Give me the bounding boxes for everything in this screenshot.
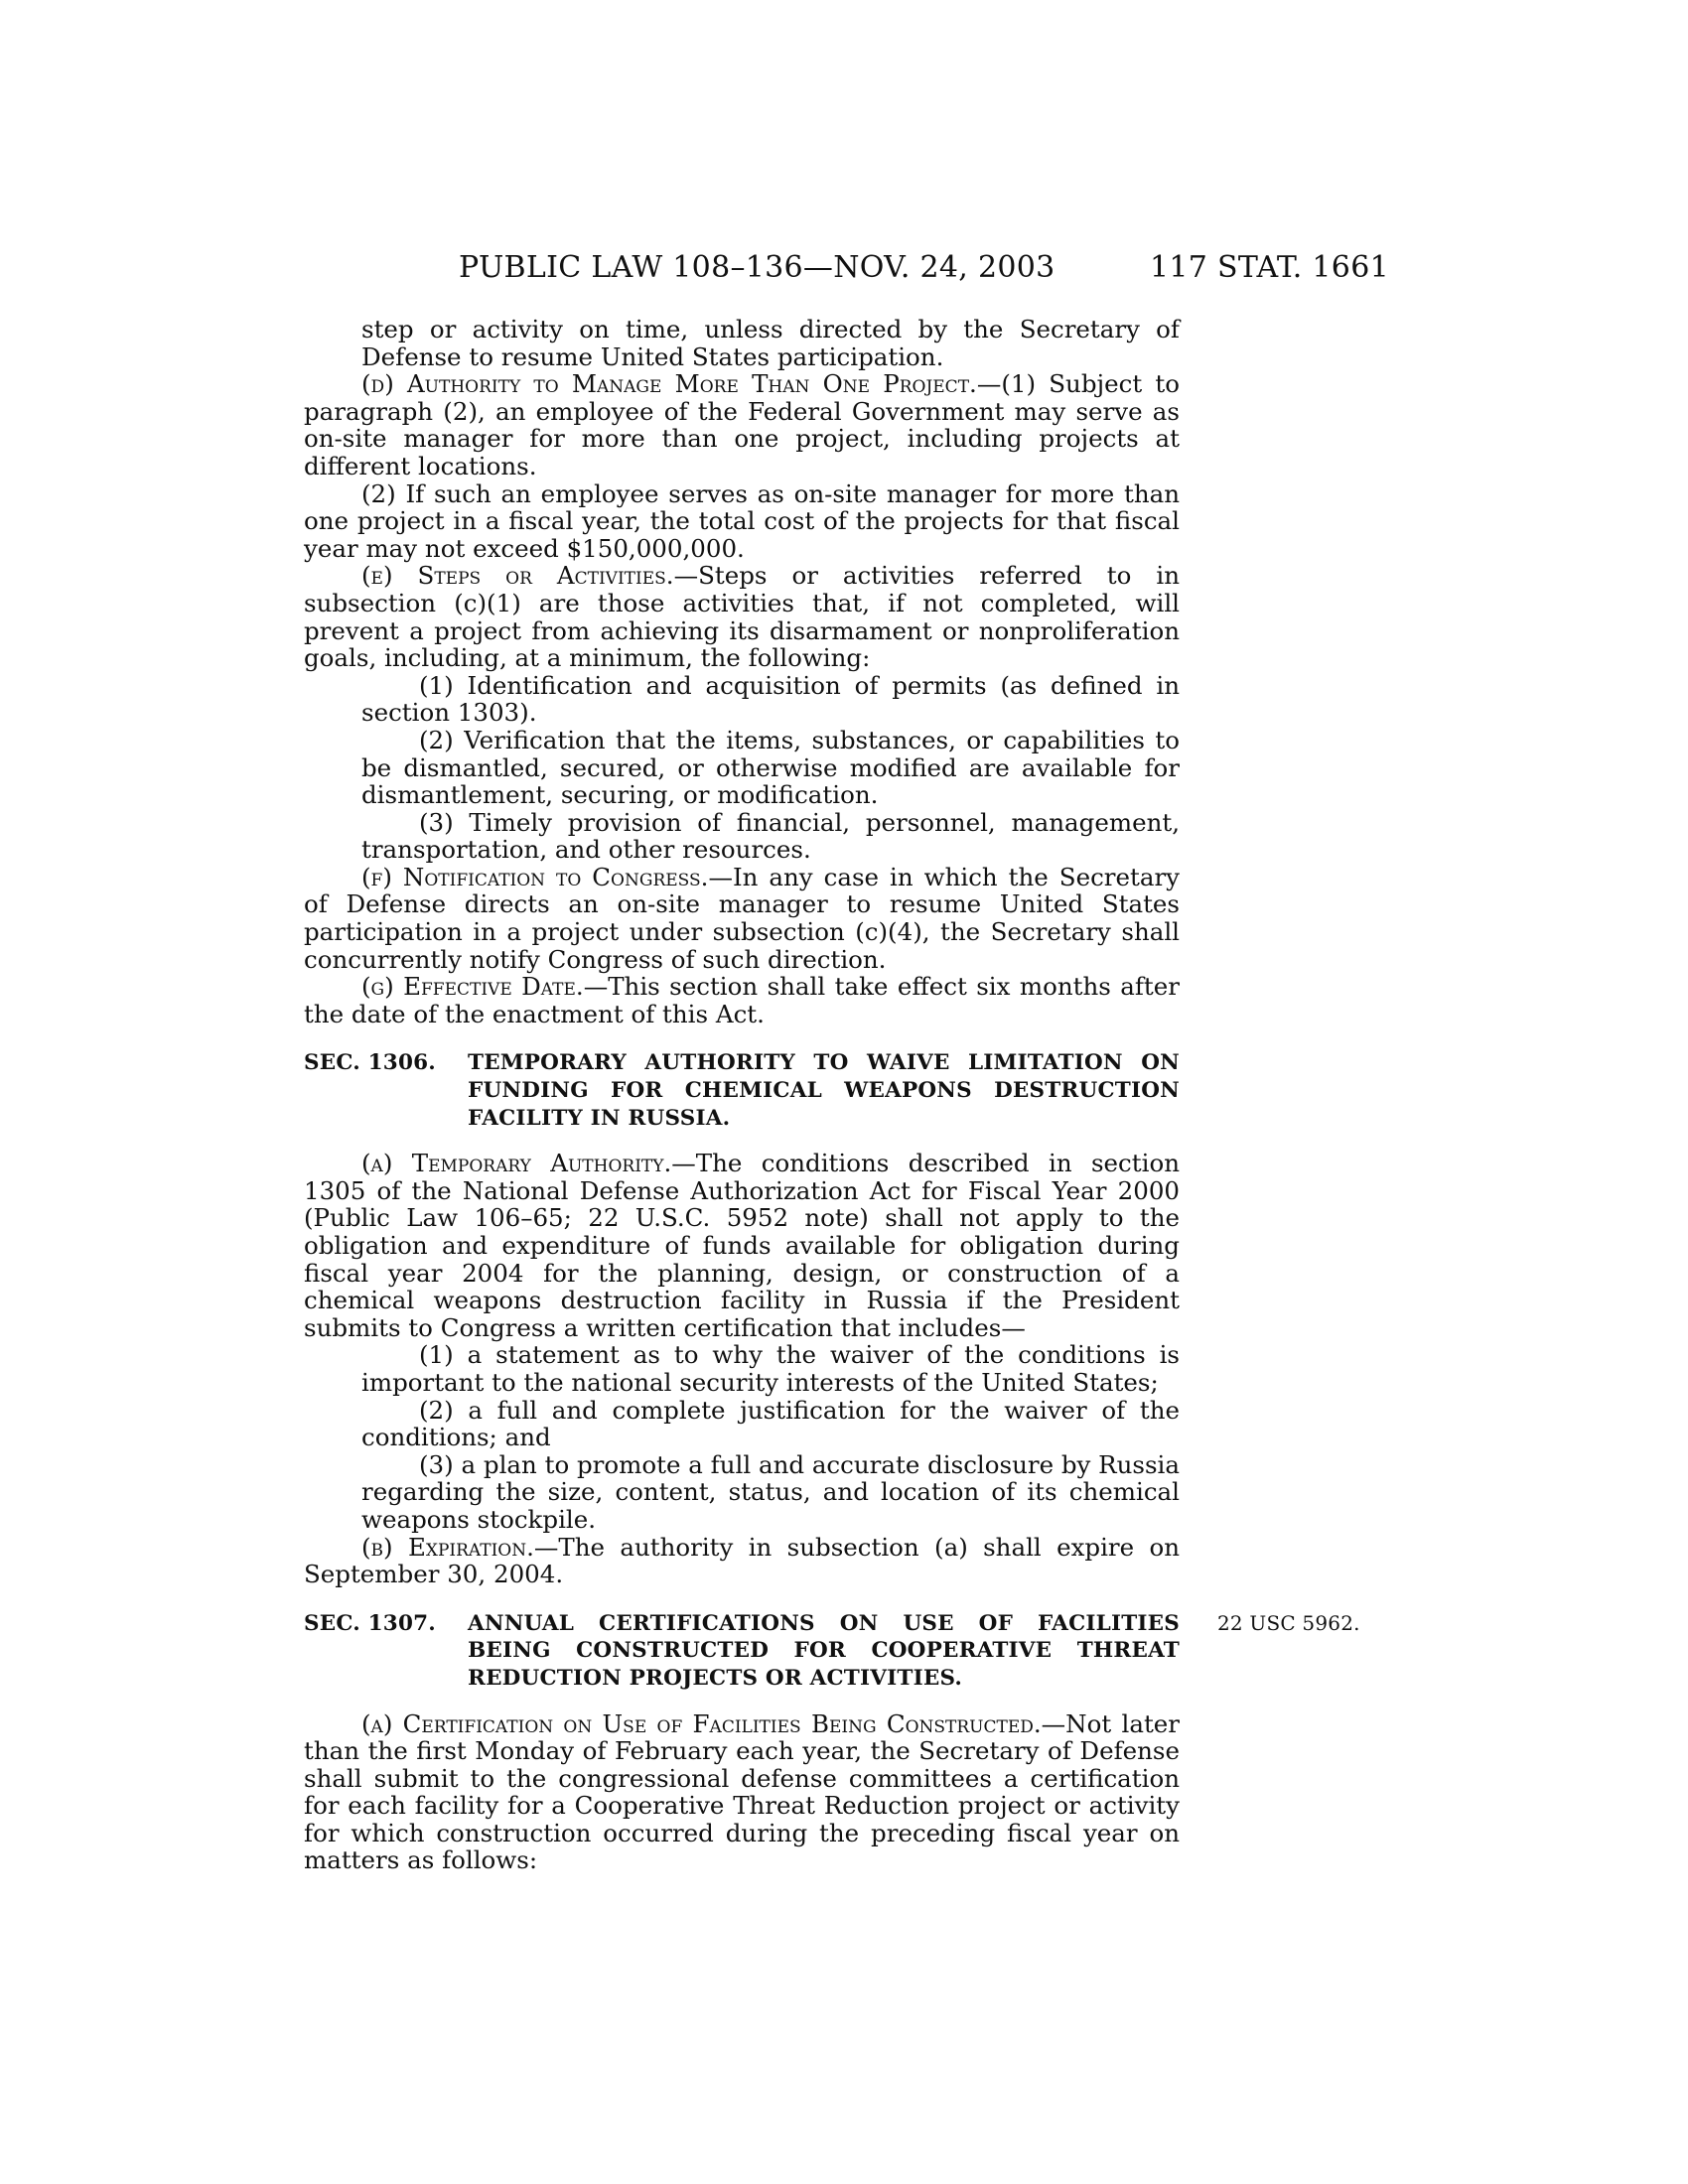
text-1306-b: —The authority in subsection (a) shall expire on September 30, 2004. (304, 1532, 1181, 1589)
section-1306-heading (304, 1049, 1180, 1132)
text-1306-a: —The conditions described in section 1305 of the National Defense Authorization Act for Fiscal Year 2000 (Public Law 106–65; 22 U.S.C. 5952 note) shall not apply to the obligation and expenditure of funds available for obligation during fiscal year 2004 for the planning, design, or construction of a chemical weapons destruction facility in Russia if the President submits to Congress a written certification that includes— (304, 1149, 1180, 1342)
paragraph-e (304, 562, 1180, 671)
text-e: —Steps or activities referred to in subsection (c)(1) are those activities that, if not completed, will prevent a project from achieving its disarmament or nonproliferation goals, including, at a minimum, the following: (304, 561, 1180, 673)
heading-f: (f) Notification to Congress. (361, 862, 709, 891)
list-item-e3: (3) Timely provision of financial, personnel, management, transportation, and other resources. (361, 807, 1180, 865)
section-1307-number: SEC. 1307. (304, 1610, 436, 1636)
list-item-1306-a3: (3) a plan to promote a full and accurate disclosure by Russia regarding the size, content, status, and location of its chemical weapons stockpile. (361, 1449, 1180, 1534)
list-item-e2: (2) Verification that the items, substances, or capabilities to be dismantled, secured, or otherwise modified are available for dismantlement, securing, or modification. (361, 725, 1180, 810)
heading-e: (e) Steps or Activities. (361, 561, 674, 591)
paragraph-1306-a (304, 1150, 1180, 1341)
paragraph-g (304, 973, 1180, 1027)
paragraph-continuation: step or activity on time, unless directed by the Secretary of Defense to resume United States participation. (361, 315, 1180, 371)
page-number: 117 STAT. 1661 (1150, 250, 1389, 285)
text-g: —This section shall take effect six months after the date of the enactment of this Act. (304, 972, 1180, 1028)
list-item-e1: (1) Identification and acquisition of permits (as defined in section 1303). (361, 670, 1180, 728)
section-1306-number: SEC. 1306. (304, 1050, 436, 1076)
section-1307-heading (304, 1610, 1360, 1693)
heading-d: (d) Authority to Manage More Than One Project. (361, 369, 977, 399)
section-1306-title: TEMPORARY AUTHORITY TO WAIVE LIMITATION ON FUNDING FOR CHEMICAL WEAPONS DESTRUCTION FACILITY IN RUSSIA. (468, 1050, 1180, 1131)
running-header-title: PUBLIC LAW 108–136—NOV. 24, 2003 (459, 250, 1055, 285)
list-item-1306-a2: (2) a full and complete justification for the waiver of the conditions; and (361, 1395, 1180, 1452)
heading-1307-a: (a) Certification on Use of Facilities Being Constructed. (361, 1708, 1042, 1738)
heading-1306-a: (a) Temporary Authority. (361, 1149, 672, 1178)
list-item-1306-a1: (1) a statement as to why the waiver of the conditions is important to the national security interests of the United States; (361, 1340, 1180, 1397)
margin-citation-note: 22 USC 5962. (1217, 1610, 1360, 1635)
heading-1306-b: (b) Expiration. (361, 1532, 534, 1562)
paragraph-1307-a (304, 1710, 1180, 1875)
paragraph-d2: (2) If such an employee serves as on-site manager for more than one project in a fiscal year, the total cost of the projects for that fiscal year may not exceed $150,000,000. (304, 478, 1180, 563)
text-1307-a: —Not later than the first Monday of February each year, the Secretary of Defense shall submit to the congressional defense committees a certification for each facility for a Cooperative Threat Reduction project or activity for which construction occurred during the preceding fiscal year on matters as follows: (304, 1708, 1180, 1875)
document-body (304, 315, 1360, 1875)
text-d1: —(1) Subject to paragraph (2), an employee of the Federal Government may serve as on-site manager for more than one project, including projects at different locations. (304, 369, 1180, 480)
heading-g: (g) Effective Date. (361, 972, 584, 1002)
text-f: —In any case in which the Secretary of Defense directs an on-site manager to resume United States participation in a project under subsection (c)(4), the Secretary shall concurrently notify Congress of such direction. (304, 862, 1181, 974)
paragraph-1306-b (304, 1534, 1180, 1588)
paragraph-f (304, 864, 1180, 973)
section-1307-title: ANNUAL CERTIFICATIONS ON USE OF FACILITIES BEING CONSTRUCTED FOR COOPERATIVE THREAT REDUCTION PROJECTS OR ACTIVITIES. (468, 1610, 1180, 1691)
paragraph-d1 (304, 370, 1180, 479)
